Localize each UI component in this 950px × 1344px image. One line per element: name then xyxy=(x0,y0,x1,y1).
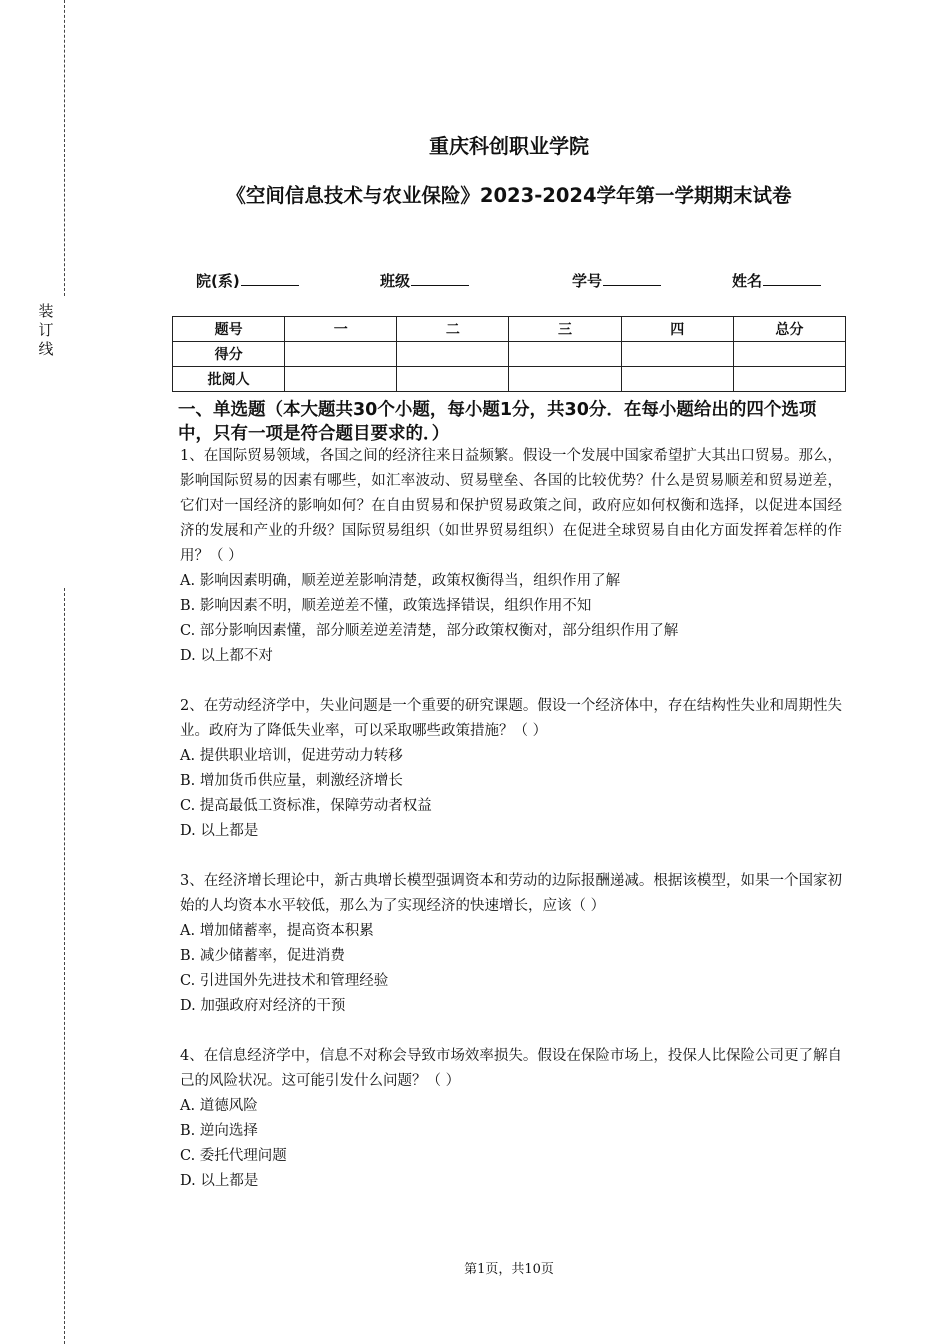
question-stem: 4、在信息经济学中，信息不对称会导致市场效率损失。假设在保险市场上，投保人比保险公司更了解自己的风险状况。这可能引发什么问题？（ ） xyxy=(180,1048,842,1089)
student-id-blank[interactable] xyxy=(603,271,661,286)
score-table-header-row xyxy=(173,317,846,342)
question-4 xyxy=(180,1044,842,1194)
score-row-label: 得分 xyxy=(173,342,285,367)
score-header-cell: 二 xyxy=(397,317,509,342)
binding-label xyxy=(36,302,56,359)
option-b: B. 逆向选择 xyxy=(180,1123,258,1139)
question-stem: 2、在劳动经济学中，失业问题是一个重要的研究课题。假设一个经济体中，存在结构性失业和周期性失业。政府为了降低失业率，可以采取哪些政策措施？（ ） xyxy=(180,698,842,739)
class-blank[interactable] xyxy=(411,271,469,286)
exam-title: 《空间信息技术与农业保险》2023-2024学年第一学期期末试卷 xyxy=(226,184,792,207)
option-d: D. 以上都不对 xyxy=(180,648,273,664)
option-a: A. 增加储蓄率，提高资本积累 xyxy=(180,923,374,939)
student-id-field[interactable] xyxy=(572,270,661,291)
option-c: C. 提高最低工资标准，保障劳动者权益 xyxy=(180,798,432,814)
score-cell xyxy=(733,367,845,392)
score-header-cell: 一 xyxy=(285,317,397,342)
score-cell xyxy=(397,342,509,367)
question-stem: 3、在经济增长理论中，新古典增长模型强调资本和劳动的边际报酬递减。根据该模型，如果一个国家初始的人均资本水平较低，那么为了实现经济的快速增长，应该（ ） xyxy=(180,873,842,914)
option-d: D. 以上都是 xyxy=(180,823,259,839)
name-blank[interactable] xyxy=(763,271,821,286)
question-1 xyxy=(180,444,842,669)
option-a: A. 影响因素明确，顺差逆差影响清楚，政策权衡得当，组织作用了解 xyxy=(180,573,621,589)
score-header-cell: 四 xyxy=(621,317,733,342)
score-table-row xyxy=(173,367,846,392)
score-row-label: 批阅人 xyxy=(173,367,285,392)
name-label: 姓名 xyxy=(732,272,763,290)
binding-char: 装 xyxy=(38,302,54,320)
score-cell xyxy=(621,342,733,367)
option-c: C. 委托代理问题 xyxy=(180,1148,287,1164)
score-table xyxy=(172,316,846,392)
option-c: C. 部分影响因素懂，部分顺差逆差清楚，部分政策权衡对，部分组织作用了解 xyxy=(180,623,679,639)
section-heading: 一、单选题（本大题共30个小题，每小题1分，共30分．在每小题给出的四个选项中，只有一项是符合题目要求的．） xyxy=(178,400,817,444)
score-table-row xyxy=(173,342,846,367)
score-cell xyxy=(509,342,621,367)
student-id-label: 学号 xyxy=(572,272,603,290)
question-stem: 1、在国际贸易领域，各国之间的经济往来日益频繁。假设一个发展中国家希望扩大其出口贸易。那么，影响国际贸易的因素有哪些，如汇率波动、贸易壁垒、各国的比较优势？什么是贸易顺差和贸易逆差，它们对一国经济的影响如何？在自由贸易和保护贸易政策之间，政府应如何权衡和选择，以促进本国经济的发展和产业的升级？国际贸易组织（如世界贸易组织）在促进全球贸易自由化方面发挥着怎样的作用？（ ） xyxy=(180,448,842,564)
department-blank[interactable] xyxy=(241,271,299,286)
option-c: C. 引进国外先进技术和管理经验 xyxy=(180,973,389,989)
class-field[interactable] xyxy=(380,270,469,291)
score-cell xyxy=(397,367,509,392)
score-cell xyxy=(621,367,733,392)
question-3 xyxy=(180,869,842,1019)
score-cell xyxy=(285,342,397,367)
score-header-cell: 总分 xyxy=(733,317,845,342)
score-header-cell: 三 xyxy=(509,317,621,342)
option-b: B. 影响因素不明，顺差逆差不懂，政策选择错误，组织作用不知 xyxy=(180,598,592,614)
option-a: A. 提供职业培训，促进劳动力转移 xyxy=(180,748,403,764)
binding-char: 线 xyxy=(38,340,54,358)
option-d: D. 以上都是 xyxy=(180,1173,259,1189)
score-header-cell: 题号 xyxy=(173,317,285,342)
department-label: 院(系) xyxy=(196,272,240,290)
option-a: A. 道德风险 xyxy=(180,1098,258,1114)
option-d: D. 加强政府对经济的干预 xyxy=(180,998,346,1014)
department-field[interactable] xyxy=(196,270,299,291)
score-cell xyxy=(509,367,621,392)
school-name: 重庆科创职业学院 xyxy=(429,134,589,158)
name-field[interactable] xyxy=(732,270,821,291)
option-b: B. 减少储蓄率，促进消费 xyxy=(180,948,345,964)
class-label: 班级 xyxy=(380,272,411,290)
score-cell xyxy=(733,342,845,367)
page-number: 第1页，共10页 xyxy=(464,1262,554,1277)
score-cell xyxy=(285,367,397,392)
option-b: B. 增加货币供应量，刺激经济增长 xyxy=(180,773,403,789)
question-2 xyxy=(180,694,842,844)
binding-char: 订 xyxy=(38,321,54,339)
binding-dashed-line-bottom xyxy=(64,588,65,1344)
question-list xyxy=(180,444,842,1194)
